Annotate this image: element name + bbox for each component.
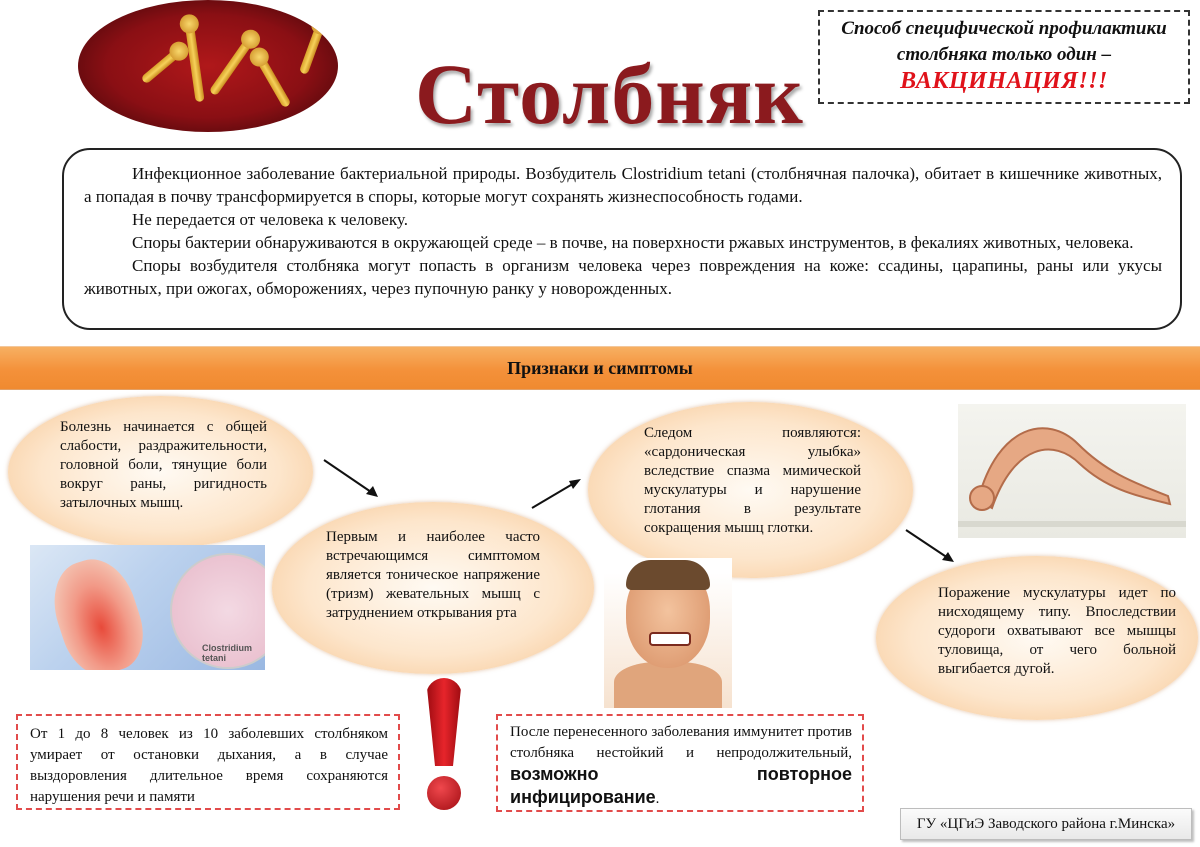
arrow-stage-1-to-2 [320,456,382,500]
infected-foot-image [30,545,265,670]
symptom-stage-2 [272,502,594,674]
image-caption: Clostridium tetani [202,643,253,663]
info-paragraph: Инфекционное заболевание бактериальной природы. Возбудитель Clostridium tetani (столбнячная палочка), обитает в кишечнике животных, а попадая в почву трансформируется в споры, которые могут сохранять жизнеспособность годами. [84,164,1162,206]
mortality-note [16,714,400,810]
info-paragraph: Не передается от человека к человеку. [132,210,408,229]
vaccination-box [818,10,1190,104]
symptom-stage-4 [876,556,1198,720]
immunity-note-text: После перенесенного заболевания иммунитет против столбняка нестойкий и непродолжительный, [510,724,852,761]
symptoms-heading: Признаки и симптомы [0,346,1200,390]
arrow-stage-2-to-3 [528,476,584,512]
vaccination-highlight: ВАКЦИНАЦИЯ!!! [900,68,1108,94]
opisthotonus-image [958,404,1186,538]
symptom-stage-3-text: Следом появляются: «сардоническая улыбка» вследствие спазма мимической мускулатуры и нарушение глотания в результате сокращения мышц глотки. [644,425,861,536]
immunity-note-bold: возможно повторное инфицирование [510,764,852,807]
symptom-stage-4-text: Поражение мускулатуры идет по нисходящему типу. Впоследствии судороги охватывают все мышцы туловища, от чего больной выгибается дугой. [938,585,1176,677]
page-title: Столбняк [415,46,804,142]
symptom-stage-2-text: Первым и наиболее часто встречающимся симптомом является тоническое напряжение (тризм) жевательных мышц с затруднением открывания рта [326,529,540,621]
bacteria-image [78,0,338,132]
sardonic-smile-image [604,558,732,708]
mortality-note-text: От 1 до 8 человек из 10 заболевших столбняком умирает от остановки дыхания, а в случае выздоровления длительное время сохраняются нарушения речи и памяти [30,726,388,805]
organization-label: ГУ «ЦГиЭ Заводского района г.Минска» [900,808,1192,840]
arrow-stage-3-to-4 [902,526,958,566]
info-paragraph: Споры возбудителя столбняка могут попасть в организм человека через повреждения на коже: ссадины, царапины, раны или укусы животных, при ожогах, обморожениях, через пупочную ранку у новорожденных. [84,256,1162,298]
vaccination-line-1: Способ специфической профилактики [841,18,1167,39]
info-box [62,148,1182,330]
immunity-note [496,714,864,812]
symptom-stage-1-text: Болезнь начинается с общей слабости, раздражительности, головной боли, тянущие боли вокруг раны, ригидность затылочных мышц. [60,419,267,511]
symptom-stage-3 [588,402,913,578]
exclamation-icon [418,678,472,818]
symptom-stage-1 [8,396,313,548]
immunity-note-end: . [655,791,660,807]
vaccination-line-2: столбняка только один – [896,44,1112,65]
info-paragraph: Споры бактерии обнаруживаются в окружающей среде – в почве, на поверхности ржавых инструментов, в фекалиях животных, человека. [132,233,1134,252]
